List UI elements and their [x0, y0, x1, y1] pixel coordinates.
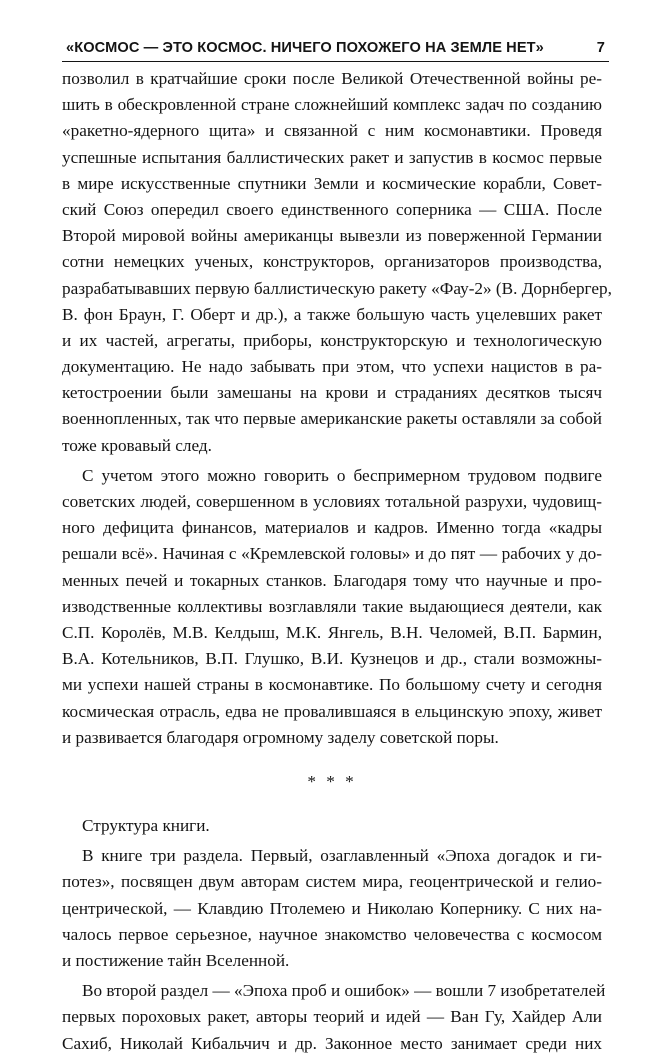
- text-line: С учетом этого можно говорить о беспримерном трудовом подвиге: [82, 465, 602, 485]
- text-line: сотни немецких ученых, конструкторов, организаторов производства,: [62, 252, 602, 272]
- paragraph-1: [62, 66, 612, 459]
- text-line: потез», посвящен двум авторам систем мира, геоцентрической и гелио-: [62, 872, 602, 892]
- text-line: ский Союз опередил своего единственного соперника — США. После: [62, 199, 602, 219]
- page-number: 7: [596, 40, 605, 56]
- text-line: космическая отрасль, едва не провалившаяся в ельцинскую эпоху, живет: [62, 701, 602, 721]
- text-line: центрической, — Клавдию Птолемею и Николаю Копернику. С них на-: [62, 898, 602, 918]
- text-line: и их частей, агрегаты, приборы, конструкторскую и технологическую: [62, 330, 602, 350]
- text-line: чалось первое серьезное, научное знакомство человечества с космосом: [62, 924, 602, 944]
- section-heading: Структура книги.: [82, 816, 210, 836]
- running-header: [66, 32, 605, 56]
- text-line: изводственные коллективы возглавляли такие выдающиеся деятели, как: [62, 596, 602, 616]
- text-line: В книге три раздела. Первый, озаглавленный «Эпоха догадок и ги-: [82, 846, 602, 866]
- text-line: военнопленных, так что первые американские ракеты оставляли за собой: [62, 409, 602, 429]
- section-separator: * * *: [307, 771, 357, 791]
- text-line: Второй мировой войны американцы вывезли из поверженной Германии: [62, 226, 602, 246]
- running-title: «КОСМОС — ЭТО КОСМОС. НИЧЕГО ПОХОЖЕГО НА ЗЕМЛЕ НЕТ»: [66, 40, 544, 56]
- text-line: и развивается благодаря огромному заделу советской поры.: [62, 727, 499, 747]
- paragraph-4: [62, 978, 606, 1057]
- text-line: советских людей, совершенном в условиях тотальной разрухи, чудовищ-: [62, 492, 602, 511]
- text-line: первых пороховых ракет, авторы теорий и идей — Ван Гу, Хайдер Али: [62, 1007, 602, 1027]
- text-line: В.А. Котельников, В.П. Глушко, В.И. Кузнецов и др., стали возможны-: [62, 649, 602, 669]
- text-line: кетостроении были замешаны на крови и страданиях десятков тысяч: [62, 383, 602, 403]
- text-line: ного дефицита финансов, материалов и кадров. Именно тогда «кадры: [62, 518, 602, 538]
- text-line: «ракетно-ядерного щита» и связанной с ним космонавтики. Проведя: [62, 121, 602, 141]
- text-line: решали всё». Начиная с «Кремлевской головы» и до пят — рабочих у до-: [62, 544, 602, 564]
- text-line: документацию. Не надо забывать при этом, что успехи нацистов в ра-: [62, 357, 602, 377]
- text-line: в мире искусственные спутники Земли и космические корабли, Совет-: [62, 173, 602, 193]
- paragraph-3: [62, 843, 602, 974]
- text-line: шить в обескровленной стране сложнейший комплекс задач по созданию: [62, 95, 602, 115]
- text-line: В. фон Браун, Г. Оберт и др.), а также большую часть уцелевших ракет: [62, 304, 602, 324]
- text-line: Сахиб, Николай Кибальчич и др. Законное место занимает среди них: [62, 1033, 602, 1053]
- text-line: разрабатывавших первую баллистическую ракету «Фау-2» (В. Дорнбергер,: [62, 278, 612, 298]
- text-line: С.П. Королёв, М.В. Келдыш, М.К. Янгель, В.Н. Челомей, В.П. Бармин,: [62, 622, 602, 642]
- text-line: Во второй раздел — «Эпоха проб и ошибок» — вошли 7 изобретателей: [82, 981, 606, 1001]
- header-rule: [62, 61, 609, 62]
- body-text: [62, 66, 612, 1057]
- text-line: успешные испытания баллистических ракет и запустив в космос первые: [62, 147, 602, 167]
- paragraph-2: [62, 463, 602, 751]
- text-line: менных печей и токарных станков. Благодаря тому что научные и про-: [62, 570, 602, 590]
- text-line: тоже кровавый след.: [62, 435, 212, 455]
- text-line: позволил в кратчайшие сроки после Великой Отечественной войны ре-: [62, 69, 602, 88]
- text-line: ми успехи нашей страны в космонавтике. По большому счету и сегодня: [62, 675, 602, 695]
- text-line: и постижение тайн Вселенной.: [62, 951, 290, 970]
